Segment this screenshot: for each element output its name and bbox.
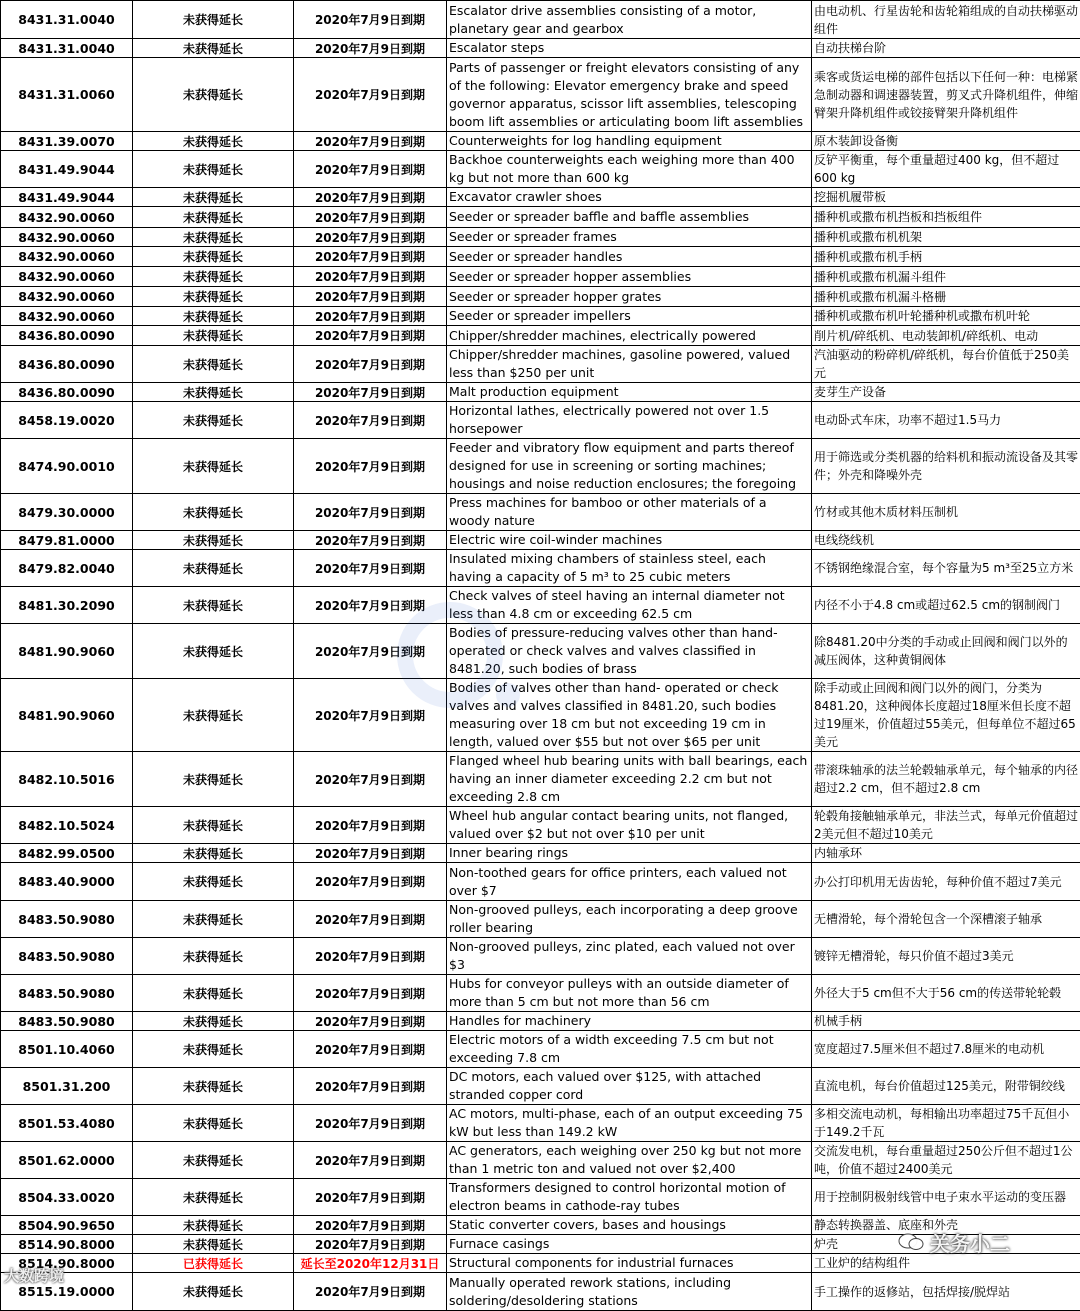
- code-cell: 8431.31.0040: [1, 1, 133, 39]
- table-row: [1, 752, 1080, 807]
- code-cell: 8432.90.0060: [1, 247, 133, 267]
- status-cell: 未获得延长: [133, 938, 294, 975]
- description-cell: Escalator steps: [447, 39, 812, 58]
- code-cell: 8501.10.4060: [1, 1031, 133, 1068]
- chinese-description-cell: 削片机/碎纸机、电动装卸机/碎纸机、电动: [812, 326, 1080, 346]
- status-cell: 未获得延长: [133, 287, 294, 307]
- chinese-description-cell: 播种机或撒布机叶轮播种机或撒布机叶轮: [812, 307, 1080, 326]
- table-row: [1, 975, 1080, 1012]
- table-row: [1, 807, 1080, 844]
- expiry-cell: 2020年7月9日到期: [294, 207, 447, 228]
- chinese-description-cell: 播种机或撒布机挡板和挡板组件: [812, 207, 1080, 228]
- status-cell: 未获得延长: [133, 1179, 294, 1216]
- chinese-description-cell: 播种机或撒布机手柄: [812, 247, 1080, 267]
- table-row: [1, 1068, 1080, 1105]
- description-cell: Non-grooved pulleys, each incorporating a deep groove roller bearing: [447, 901, 812, 938]
- chinese-description-cell: 不锈钢绝缘混合室，每个容量为5 m³至25立方米: [812, 550, 1080, 587]
- status-cell: 未获得延长: [133, 1105, 294, 1142]
- expiry-cell: 2020年7月9日到期: [294, 494, 447, 531]
- table-row: [1, 1179, 1080, 1216]
- expiry-cell: 2020年7月9日到期: [294, 402, 447, 439]
- description-cell: Seeder or spreader hopper assemblies: [447, 267, 812, 287]
- table-row: [1, 901, 1080, 938]
- expiry-cell: 2020年7月9日到期: [294, 1273, 447, 1311]
- chinese-description-cell: 炉壳: [812, 1235, 1080, 1254]
- code-cell: 8431.49.9044: [1, 188, 133, 207]
- expiry-cell: 2020年7月9日到期: [294, 863, 447, 901]
- expiry-cell: 2020年7月9日到期: [294, 1105, 447, 1142]
- expiry-cell: 2020年7月9日到期: [294, 752, 447, 807]
- table-row: [1, 228, 1080, 247]
- table-row: [1, 531, 1080, 550]
- code-cell: 8458.19.0020: [1, 402, 133, 439]
- table-row: [1, 1105, 1080, 1142]
- description-cell: Bodies of valves other than hand- operated or check valves and valves classified in 8481.20, such bodies measuring over 18 cm but not exceeding 19 cm in length, valued over $55 but not over $65 per unit: [447, 679, 812, 752]
- expiry-cell: 2020年7月9日到期: [294, 807, 447, 844]
- status-cell: 未获得延长: [133, 228, 294, 247]
- table-row: [1, 1, 1080, 39]
- code-cell: 8501.62.0000: [1, 1142, 133, 1179]
- code-cell: 8482.99.0500: [1, 844, 133, 863]
- code-cell: 8483.50.9080: [1, 1012, 133, 1031]
- chinese-description-cell: 办公打印机用无齿齿轮，每种价值不超过7美元: [812, 863, 1080, 901]
- description-cell: Chipper/shredder machines, gasoline powered, valued less than $250 per unit: [447, 346, 812, 383]
- chinese-description-cell: 交流发电机，每台重量超过250公斤但不超过1公吨，价值不超过2400美元: [812, 1142, 1080, 1179]
- status-cell: 未获得延长: [133, 402, 294, 439]
- description-cell: Malt production equipment: [447, 383, 812, 402]
- expiry-cell: 2020年7月9日到期: [294, 228, 447, 247]
- description-cell: Chipper/shredder machines, electrically powered: [447, 326, 812, 346]
- description-cell: Seeder or spreader hopper grates: [447, 287, 812, 307]
- status-cell: 未获得延长: [133, 1031, 294, 1068]
- expiry-cell: 2020年7月9日到期: [294, 550, 447, 587]
- status-cell: 未获得延长: [133, 1068, 294, 1105]
- status-cell: 未获得延长: [133, 901, 294, 938]
- expiry-cell: 2020年7月9日到期: [294, 1, 447, 39]
- expiry-cell: 2020年7月9日到期: [294, 1012, 447, 1031]
- table-row: [1, 1142, 1080, 1179]
- expiry-cell: 2020年7月9日到期: [294, 1142, 447, 1179]
- chinese-description-cell: 手工操作的返修站，包括焊接/脱焊站: [812, 1273, 1080, 1311]
- status-cell: 未获得延长: [133, 1012, 294, 1031]
- expiry-cell: 2020年7月9日到期: [294, 679, 447, 752]
- description-cell: Static converter covers, bases and housings: [447, 1216, 812, 1235]
- status-cell: 未获得延长: [133, 587, 294, 624]
- status-cell: 未获得延长: [133, 1273, 294, 1311]
- description-cell: Feeder and vibratory flow equipment and parts thereof designed for use in screening or sorting machines; housings and noise reduction enclosures; the foregoing: [447, 439, 812, 494]
- table-row: [1, 1031, 1080, 1068]
- status-cell: 未获得延长: [133, 624, 294, 679]
- description-cell: Horizontal lathes, electrically powered not over 1.5 horsepower: [447, 402, 812, 439]
- description-cell: AC generators, each weighing over 250 kg but not more than 1 metric ton and valued not over $2,400: [447, 1142, 812, 1179]
- expiry-cell: 2020年7月9日到期: [294, 624, 447, 679]
- chinese-description-cell: 麦芽生产设备: [812, 383, 1080, 402]
- code-cell: 8432.90.0060: [1, 287, 133, 307]
- code-cell: 8432.90.0060: [1, 267, 133, 287]
- watermark-left-text: 大数跨境: [4, 1267, 64, 1285]
- chinese-description-cell: 乘客或货运电梯的部件包括以下任何一种：电梯紧急制动器和调速器装置，剪叉式升降机组件，伸缩臂架升降机组件或铰接臂架升降机组件: [812, 58, 1080, 132]
- expiry-cell: 延长至2020年12月31日: [294, 1254, 447, 1273]
- description-cell: Electric motors of a width exceeding 7.5 cm but not exceeding 7.8 cm: [447, 1031, 812, 1068]
- expiry-cell: 2020年7月9日到期: [294, 439, 447, 494]
- chinese-description-cell: 静态转换器盖、底座和外壳: [812, 1216, 1080, 1235]
- code-cell: 8436.80.0090: [1, 383, 133, 402]
- chinese-description-cell: 内径不小于4.8 cm或超过62.5 cm的钢制阀门: [812, 587, 1080, 624]
- status-cell: 未获得延长: [133, 975, 294, 1012]
- status-cell: 未获得延长: [133, 58, 294, 132]
- status-cell: 未获得延长: [133, 132, 294, 151]
- description-cell: Seeder or spreader impellers: [447, 307, 812, 326]
- chinese-description-cell: 轮毂角接触轴承单元，非法兰式，每单元价值超过2美元但不超过10美元: [812, 807, 1080, 844]
- description-cell: Bodies of pressure-reducing valves other than hand-operated or check valves and valves classified in 8481.20, such bodies of brass: [447, 624, 812, 679]
- table-row: [1, 439, 1080, 494]
- table-row: [1, 383, 1080, 402]
- expiry-cell: 2020年7月9日到期: [294, 587, 447, 624]
- description-cell: Non-toothed gears for office printers, each valued not over $7: [447, 863, 812, 901]
- code-cell: 8481.30.2090: [1, 587, 133, 624]
- table-row: [1, 58, 1080, 132]
- table-row: [1, 624, 1080, 679]
- expiry-cell: 2020年7月9日到期: [294, 1216, 447, 1235]
- description-cell: Flanged wheel hub bearing units with ball bearings, each having an inner diameter exceeding 2.2 cm but not exceeding 2.8 cm: [447, 752, 812, 807]
- chinese-description-cell: 挖掘机履带板: [812, 188, 1080, 207]
- expiry-cell: 2020年7月9日到期: [294, 938, 447, 975]
- expiry-cell: 2020年7月9日到期: [294, 188, 447, 207]
- description-cell: Backhoe counterweights each weighing more than 400 kg but not more than 600 kg: [447, 151, 812, 188]
- description-cell: Handles for machinery: [447, 1012, 812, 1031]
- status-cell: 未获得延长: [133, 531, 294, 550]
- code-cell: 8483.50.9080: [1, 975, 133, 1012]
- expiry-cell: 2020年7月9日到期: [294, 901, 447, 938]
- description-cell: Non-grooved pulleys, zinc plated, each valued not over $3: [447, 938, 812, 975]
- chinese-description-cell: 镀锌无槽滑轮，每只价值不超过3美元: [812, 938, 1080, 975]
- table-row: [1, 1012, 1080, 1031]
- description-cell: Parts of passenger or freight elevators consisting of any of the following: Elevator emergency brake and speed governor apparatus, scissor lift assemblies, telescoping boom lift assemblies or articulating boom lift assemblies: [447, 58, 812, 132]
- chinese-description-cell: 竹材或其他木质材料压制机: [812, 494, 1080, 531]
- status-cell: 未获得延长: [133, 550, 294, 587]
- expiry-cell: 2020年7月9日到期: [294, 844, 447, 863]
- table-row: [1, 326, 1080, 346]
- description-cell: Structural components for industrial furnaces: [447, 1254, 812, 1273]
- table-row: [1, 844, 1080, 863]
- expiry-cell: 2020年7月9日到期: [294, 1031, 447, 1068]
- chinese-description-cell: 外径大于5 cm但不大于56 cm的传送带轮轮毂: [812, 975, 1080, 1012]
- status-cell: 未获得延长: [133, 679, 294, 752]
- table-row: [1, 132, 1080, 151]
- description-cell: Check valves of steel having an internal diameter not less than 4.8 cm or exceeding 62.5 cm: [447, 587, 812, 624]
- status-cell: 未获得延长: [133, 863, 294, 901]
- chinese-description-cell: 除手动或止回阀和阀门以外的阀门，分类为8481.20，这种阀体长度超过18厘米但长度不超过19厘米，价值超过55美元，但每单位不超过65美元: [812, 679, 1080, 752]
- table-row: [1, 247, 1080, 267]
- table-row: [1, 188, 1080, 207]
- description-cell: AC motors, multi-phase, each of an output exceeding 75 kW but less than 149.2 kW: [447, 1105, 812, 1142]
- status-cell: 未获得延长: [133, 307, 294, 326]
- watermark-left: [4, 1265, 64, 1286]
- status-cell: 未获得延长: [133, 439, 294, 494]
- status-cell: 未获得延长: [133, 346, 294, 383]
- status-cell: 未获得延长: [133, 151, 294, 188]
- code-cell: 8431.39.0070: [1, 132, 133, 151]
- status-cell: 未获得延长: [133, 39, 294, 58]
- chinese-description-cell: 直流电机，每台价值超过125美元，附带铜绞线: [812, 1068, 1080, 1105]
- table-row: [1, 863, 1080, 901]
- expiry-cell: 2020年7月9日到期: [294, 151, 447, 188]
- description-cell: Excavator crawler shoes: [447, 188, 812, 207]
- chinese-description-cell: 除8481.20中分类的手动或止回阀和阀门以外的减压阀体，这种黄铜阀体: [812, 624, 1080, 679]
- status-cell: 未获得延长: [133, 188, 294, 207]
- status-cell: 未获得延长: [133, 1, 294, 39]
- table-row: [1, 938, 1080, 975]
- status-cell: 未获得延长: [133, 247, 294, 267]
- status-cell: 未获得延长: [133, 1142, 294, 1179]
- code-cell: 8504.90.9650: [1, 1216, 133, 1235]
- description-cell: Seeder or spreader frames: [447, 228, 812, 247]
- table-row: [1, 307, 1080, 326]
- code-cell: 8501.31.200: [1, 1068, 133, 1105]
- description-cell: Wheel hub angular contact bearing units, not flanged, valued over $2 but not over $10 per unit: [447, 807, 812, 844]
- code-cell: 8432.90.0060: [1, 228, 133, 247]
- status-cell: 未获得延长: [133, 326, 294, 346]
- expiry-cell: 2020年7月9日到期: [294, 267, 447, 287]
- code-cell: 8482.10.5024: [1, 807, 133, 844]
- expiry-cell: 2020年7月9日到期: [294, 975, 447, 1012]
- code-cell: 8479.81.0000: [1, 531, 133, 550]
- status-cell: 未获得延长: [133, 383, 294, 402]
- expiry-cell: 2020年7月9日到期: [294, 1235, 447, 1254]
- expiry-cell: 2020年7月9日到期: [294, 346, 447, 383]
- table-row: [1, 39, 1080, 58]
- description-cell: Counterweights for log handling equipment: [447, 132, 812, 151]
- code-cell: 8501.53.4080: [1, 1105, 133, 1142]
- description-cell: Inner bearing rings: [447, 844, 812, 863]
- code-cell: 8514.90.8000: [1, 1235, 133, 1254]
- chinese-description-cell: 播种机或撒布机漏斗组件: [812, 267, 1080, 287]
- description-cell: Hubs for conveyor pulleys with an outside diameter of more than 5 cm but not more than 56 cm: [447, 975, 812, 1012]
- code-cell: 8479.82.0040: [1, 550, 133, 587]
- code-cell: 8431.49.9044: [1, 151, 133, 188]
- chinese-description-cell: 电动卧式车床，功率不超过1.5马力: [812, 402, 1080, 439]
- code-cell: 8436.80.0090: [1, 326, 133, 346]
- description-cell: Seeder or spreader handles: [447, 247, 812, 267]
- code-cell: 8482.10.5016: [1, 752, 133, 807]
- table-row: [1, 287, 1080, 307]
- description-cell: Transformers designed to control horizontal motion of electron beams in cathode-ray tubes: [447, 1179, 812, 1216]
- description-cell: Escalator drive assemblies consisting of a motor, planetary gear and gearbox: [447, 1, 812, 39]
- chinese-description-cell: 内轴承环: [812, 844, 1080, 863]
- description-cell: DC motors, each valued over $125, with attached stranded copper cord: [447, 1068, 812, 1105]
- description-cell: Electric wire coil-winder machines: [447, 531, 812, 550]
- table-row: [1, 679, 1080, 752]
- code-cell: 8483.40.9000: [1, 863, 133, 901]
- table-row: [1, 550, 1080, 587]
- table-row: [1, 587, 1080, 624]
- table-row: [1, 1254, 1080, 1273]
- code-cell: 8481.90.9060: [1, 624, 133, 679]
- description-cell: Insulated mixing chambers of stainless steel, each having a capacity of 5 m³ to 25 cubic meters: [447, 550, 812, 587]
- code-cell: 8431.31.0040: [1, 39, 133, 58]
- chinese-description-cell: 播种机或撒布机漏斗格栅: [812, 287, 1080, 307]
- table-row: [1, 151, 1080, 188]
- expiry-cell: 2020年7月9日到期: [294, 58, 447, 132]
- code-cell: 8436.80.0090: [1, 346, 133, 383]
- chinese-description-cell: 带滚珠轴承的法兰轮毂轴承单元，每个轴承的内径超过2.2 cm，但不超过2.8 cm: [812, 752, 1080, 807]
- status-cell: 未获得延长: [133, 494, 294, 531]
- status-cell: 未获得延长: [133, 1216, 294, 1235]
- watermark-right-text: 关务小二: [930, 1228, 1010, 1257]
- expiry-cell: 2020年7月9日到期: [294, 287, 447, 307]
- wechat-icon: [898, 1232, 924, 1252]
- code-cell: 8479.30.0000: [1, 494, 133, 531]
- description-cell: Seeder or spreader baffle and baffle assemblies: [447, 207, 812, 228]
- expiry-cell: 2020年7月9日到期: [294, 383, 447, 402]
- description-cell: Manually operated rework stations, including soldering/desoldering stations: [447, 1273, 812, 1311]
- status-cell: 未获得延长: [133, 807, 294, 844]
- expiry-cell: 2020年7月9日到期: [294, 39, 447, 58]
- code-cell: 8432.90.0060: [1, 307, 133, 326]
- chinese-description-cell: 机械手柄: [812, 1012, 1080, 1031]
- code-cell: 8515.19.0000: [1, 1273, 133, 1311]
- code-cell: 8474.90.0010: [1, 439, 133, 494]
- code-cell: 8432.90.0060: [1, 207, 133, 228]
- chinese-description-cell: 用于筛选或分类机器的给料机和振动流设备及其零件；外壳和降噪外壳: [812, 439, 1080, 494]
- chinese-description-cell: 无槽滑轮，每个滑轮包含一个深槽滚子轴承: [812, 901, 1080, 938]
- status-cell: 未获得延长: [133, 752, 294, 807]
- expiry-cell: 2020年7月9日到期: [294, 1179, 447, 1216]
- status-cell: 未获得延长: [133, 1235, 294, 1254]
- code-cell: 8431.31.0060: [1, 58, 133, 132]
- expiry-cell: 2020年7月9日到期: [294, 307, 447, 326]
- table-row: [1, 267, 1080, 287]
- table-row: [1, 346, 1080, 383]
- watermark-right: [898, 1228, 1010, 1256]
- expiry-cell: 2020年7月9日到期: [294, 247, 447, 267]
- chinese-description-cell: 播种机或撒布机机架: [812, 228, 1080, 247]
- chinese-description-cell: 宽度超过7.5厘米但不超过7.8厘米的电动机: [812, 1031, 1080, 1068]
- table-row: [1, 402, 1080, 439]
- code-cell: 8483.50.9080: [1, 901, 133, 938]
- table-row: [1, 1273, 1080, 1311]
- expiry-cell: 2020年7月9日到期: [294, 132, 447, 151]
- table-row: [1, 494, 1080, 531]
- status-cell: 未获得延长: [133, 207, 294, 228]
- table-row: [1, 207, 1080, 228]
- chinese-description-cell: 多相交流电动机，每相输出功率超过75千瓦但小于149.2千瓦: [812, 1105, 1080, 1142]
- description-cell: Press machines for bamboo or other materials of a woody nature: [447, 494, 812, 531]
- expiry-cell: 2020年7月9日到期: [294, 531, 447, 550]
- code-cell: 8483.50.9080: [1, 938, 133, 975]
- expiry-cell: 2020年7月9日到期: [294, 326, 447, 346]
- chinese-description-cell: 用于控制阴极射线管中电子束水平运动的变压器: [812, 1179, 1080, 1216]
- chinese-description-cell: 自动扶梯台阶: [812, 39, 1080, 58]
- chinese-description-cell: 工业炉的结构组件: [812, 1254, 1080, 1273]
- chinese-description-cell: 由电动机、行星齿轮和齿轮箱组成的自动扶梯驱动组件: [812, 1, 1080, 39]
- chinese-description-cell: 电线绕线机: [812, 531, 1080, 550]
- code-cell: 8504.33.0020: [1, 1179, 133, 1216]
- status-cell: 未获得延长: [133, 844, 294, 863]
- status-cell: 已获得延长: [133, 1254, 294, 1273]
- table-body: [1, 1, 1080, 1311]
- code-cell: 8481.90.9060: [1, 679, 133, 752]
- chinese-description-cell: 反铲平衡重，每个重量超过400 kg，但不超过600 kg: [812, 151, 1080, 188]
- code-cell: 8514.90.8000: [1, 1254, 133, 1273]
- chinese-description-cell: 原木装卸设备衡: [812, 132, 1080, 151]
- description-cell: Furnace casings: [447, 1235, 812, 1254]
- chinese-description-cell: 汽油驱动的粉碎机/碎纸机，每台价值低于250美元: [812, 346, 1080, 383]
- status-cell: 未获得延长: [133, 267, 294, 287]
- expiry-cell: 2020年7月9日到期: [294, 1068, 447, 1105]
